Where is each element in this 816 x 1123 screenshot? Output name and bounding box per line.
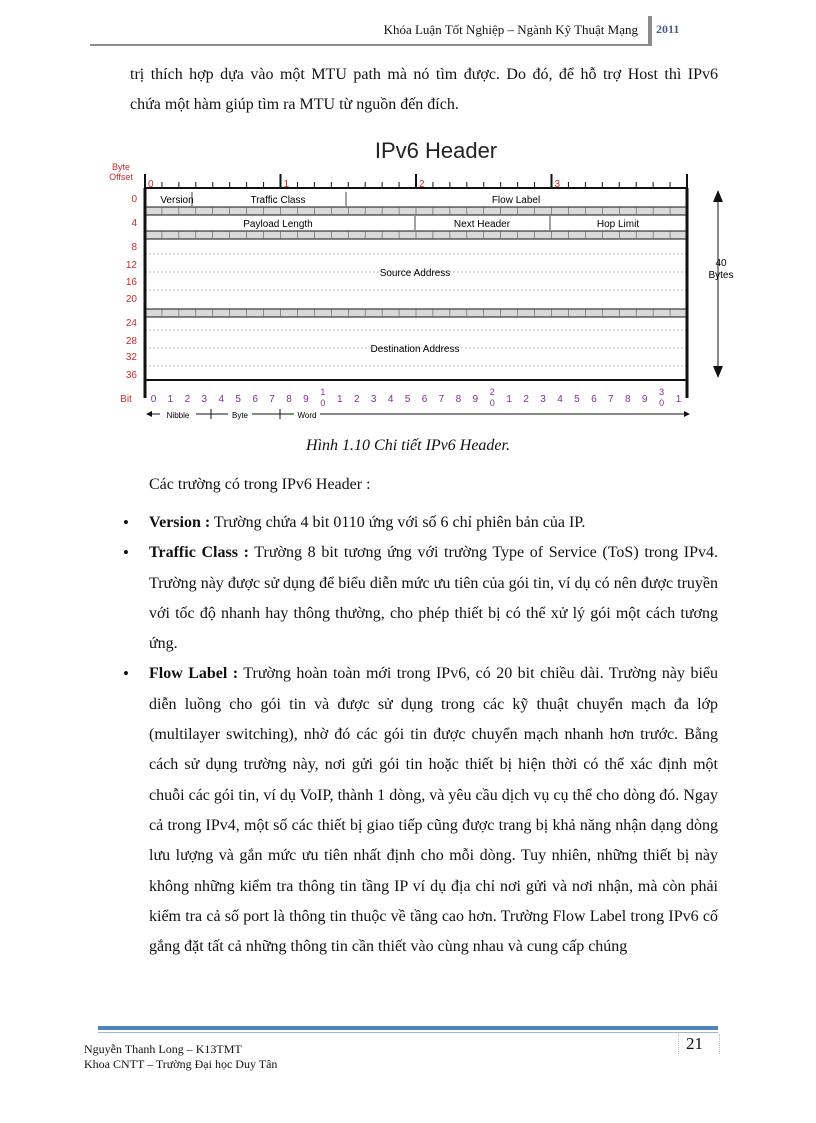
octet-mark: 3 (554, 179, 561, 190)
row-offset: 16 (125, 277, 137, 288)
bit-number: 3 (370, 394, 377, 405)
bit-number: 0 (489, 398, 495, 408)
row-offset: 4 (131, 218, 137, 229)
page-number: 21 (686, 1034, 703, 1053)
bit-number: 0 (320, 398, 326, 408)
row-offset: 24 (125, 318, 137, 329)
bit-number: 1 (337, 394, 343, 405)
bit-number: 4 (557, 394, 563, 405)
row-offset: 28 (125, 336, 137, 347)
bit-number: 8 (455, 394, 462, 405)
size-label-number: 40 (715, 258, 727, 269)
bit-number: 2 (489, 387, 495, 397)
bit-label: Bit (120, 394, 132, 405)
bit-number: 3 (201, 394, 208, 405)
bullet-term: Traffic Class : (149, 544, 249, 562)
scale-byte: Byte (231, 411, 249, 420)
bit-number: 1 (320, 387, 326, 397)
bit-number: 8 (624, 394, 631, 405)
bullet-term: Version : (149, 514, 211, 531)
bit-number: 6 (591, 394, 597, 405)
scale-nibble: Nibble (166, 411, 190, 420)
running-header-year: 2011 (656, 22, 680, 36)
header-rule (90, 44, 650, 46)
bit-number: 7 (438, 394, 445, 405)
bit-number: 9 (641, 394, 648, 405)
footer-author: Nguyễn Thanh Long – K13TMT (84, 1042, 242, 1056)
footer-rule (98, 1026, 718, 1030)
field-traffic-class: Traffic Class (250, 195, 306, 206)
octet-mark: 1 (283, 179, 290, 190)
bit-number: 6 (252, 394, 258, 405)
bullet-text: Trường hoàn toàn mới trong IPv6, có 20 bit chiều dài. Trường này biểu diễn luồng cho gói tin và được sử dụng trong các kỹ thuật chuyển mạch đa lớp (multilayer switching), nhờ đó các gói tin được chuyển mạch nhanh hơn trước. Bằng cách sử dụng trường này, nơi gửi gói tin hoặc thiết bị hiện thời có thể xác định một chuỗi các gói tin, ví dụ VoIP, thành 1 dòng, và yêu cầu dịch vụ cụ thể cho dòng đó. Ngay cả trong IPv4, một số các thiết bị giao tiếp cũng được trang bị khả năng nhận dạng dòng lưu lượng và gắn mức ưu tiên nhất định cho mỗi dòng. Tuy nhiên, những thiết bị này không những kiểm tra thông tin tầng IP ví dụ địa chỉ nơi gửi và nơi nhận, mà còn phải kiểm tra cả số port là thông tin thuộc về tầng cao hơn. Trường Flow Label trong IPv6 cố gắng đặt tất cả những thông tin cần thiết vào cùng nhau và cung cấp chúng (149, 665, 719, 956)
figure-caption: Hình 1.10 Chi tiết IPv6 Header. (306, 437, 510, 454)
fields-list (130, 508, 718, 962)
bit-number: 7 (608, 394, 614, 405)
field-next-header: Next Header (453, 219, 511, 230)
footer-rule-thin (98, 1032, 718, 1033)
diagram-title: IPv6 Header (374, 138, 498, 163)
field-payload-length: Payload Length (243, 219, 313, 230)
bit-number: 1 (506, 394, 512, 405)
list-item (130, 508, 718, 538)
field-destination-address: Destination Address (370, 344, 460, 355)
field-version: Version (160, 195, 194, 206)
bit-number: 2 (523, 394, 529, 405)
bit-number: 5 (404, 394, 411, 405)
bit-number: 7 (269, 394, 275, 405)
fields-lead: Các trường có trong IPv6 Header : (149, 476, 371, 493)
bullet-text: Trường chứa 4 bit 0110 ứng với số 6 chỉ phiên bản của IP. (210, 514, 586, 531)
row-offset: 32 (125, 352, 137, 363)
octet-mark: 0 (148, 179, 154, 190)
intro-paragraph (130, 60, 718, 121)
byte-offset-label-1: Byte (111, 162, 131, 172)
bit-number: 3 (540, 394, 546, 405)
bit-number: 9 (472, 394, 479, 405)
bullet-term: Flow Label : (149, 665, 239, 683)
list-item (130, 538, 718, 659)
ipv6-header-diagram (0, 130, 816, 430)
bit-number: 1 (675, 394, 682, 405)
row-offset: 36 (125, 370, 137, 381)
footer-school: Khoa CNTT – Trường Đại học Duy Tân (84, 1057, 278, 1071)
field-hop-limit: Hop Limit (596, 219, 640, 230)
list-item (130, 659, 718, 962)
bit-number: 5 (235, 394, 241, 405)
bit-number: 0 (150, 394, 157, 405)
scale-word: Word (297, 411, 317, 420)
bullet-text: Trường 8 bit tương ứng với trường Type of Service (ToS) trong IPv4. Trường này được sử dụng để biểu diễn mức ưu tiên của gói tin, ví dụ có nên được truyền với tốc độ nhanh hay thông thường, cho phép thiết bị có thể xử lý gói một cách tương ứng. (149, 544, 718, 653)
row-offset: 20 (125, 294, 137, 305)
bit-number: 8 (286, 394, 292, 405)
running-header-title: Khóa Luận Tốt Nghiệp – Ngành Kỹ Thuật Mạng (383, 22, 638, 37)
bit-number: 4 (387, 394, 394, 405)
header-separator (648, 16, 652, 46)
bit-number: 1 (167, 394, 174, 405)
row-offset: 12 (125, 260, 137, 271)
size-label-unit: Bytes (708, 270, 734, 281)
octet-mark: 2 (419, 179, 425, 190)
field-source-address: Source Address (379, 268, 451, 279)
bit-number: 9 (303, 394, 309, 405)
intro-line-1: trị thích hợp dựa vào một MTU path mà nó tìm được. Do đó, để hỗ trợ Host thì IPv6 (130, 66, 718, 83)
row-offset: 0 (131, 194, 137, 205)
bit-number: 2 (353, 394, 360, 405)
bit-number: 0 (659, 398, 665, 408)
bit-number: 3 (659, 387, 665, 397)
bit-number: 4 (218, 394, 224, 405)
byte-offset-label-2: Offset (109, 172, 133, 182)
bit-number: 6 (421, 394, 428, 405)
bit-number: 2 (184, 394, 191, 405)
field-flow-label: Flow Label (491, 195, 541, 206)
bit-number: 5 (574, 394, 580, 405)
intro-line-2: chứa một hàm giúp tìm ra MTU từ nguồn đến đích. (130, 96, 459, 114)
row-offset: 8 (131, 242, 137, 253)
